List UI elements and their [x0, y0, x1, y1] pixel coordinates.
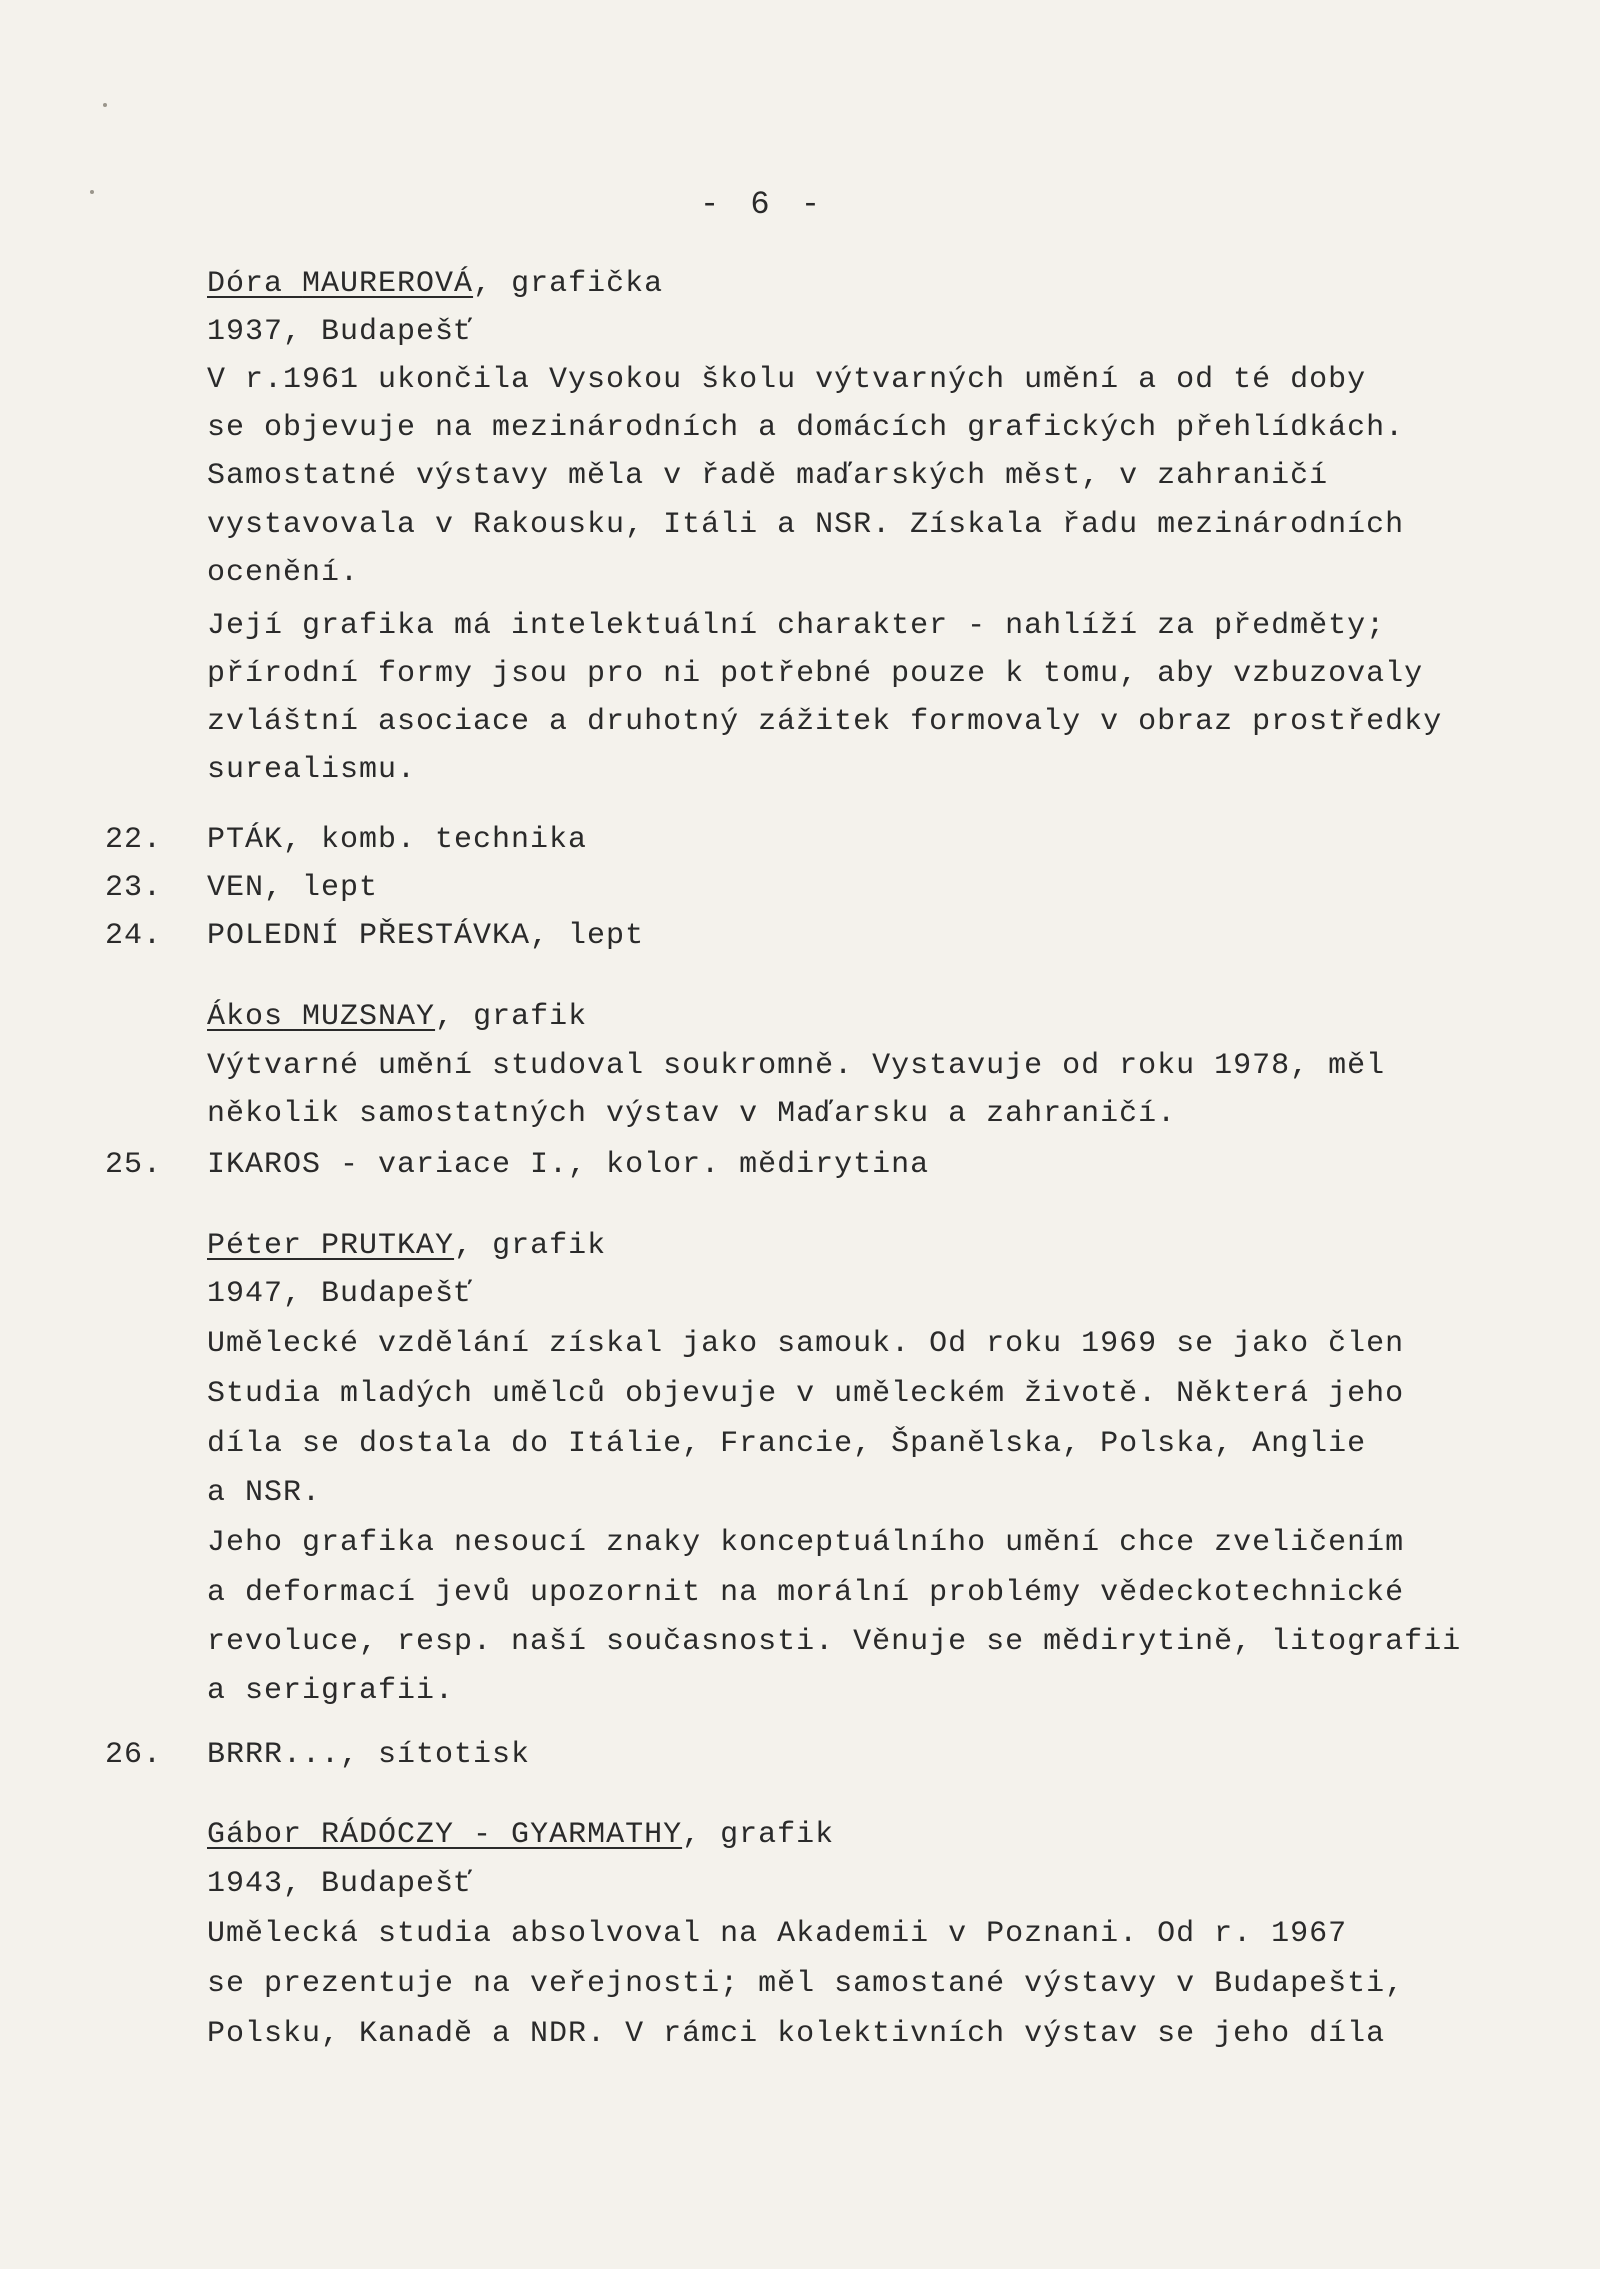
bio-line: přírodní formy jsou pro ni potřebné pouze k tomu, aby vzbuzovaly: [207, 657, 1424, 691]
artist-heading: [207, 262, 663, 306]
artist-last-name: PRUTKAY: [321, 1229, 455, 1263]
artist-birth: 1943, Budapešť: [207, 1867, 474, 1901]
bio-line: revoluce, resp. naší současnosti. Věnuje se mědirytině, litografii: [207, 1625, 1462, 1659]
page-number: - 6 -: [700, 186, 827, 223]
work-title: BRRR..., sítotisk: [207, 1738, 531, 1772]
artist-name: [207, 1229, 454, 1263]
artist-last-name: MAUREROVÁ: [302, 267, 474, 301]
bio-line: a deformací jevů upozornit na morální problémy vědeckotechnické: [207, 1576, 1405, 1610]
work-title: PTÁK, komb. technika: [207, 823, 588, 857]
bio-line: několik samostatných výstav v Maďarsku a zahraničí.: [207, 1097, 1177, 1131]
bio-line: surealismu.: [207, 753, 417, 787]
work-number: 26.: [105, 1738, 163, 1772]
artist-first-name: Dóra: [207, 267, 284, 301]
artist-name: [207, 1818, 682, 1852]
bio-line: a serigrafii.: [207, 1674, 455, 1708]
bio-line: Umělecká studia absolvoval na Akademii v Poznani. Od r. 1967: [207, 1917, 1348, 1951]
bio-line: Jeho grafika nesoucí znaky konceptuálního umění chce zveličením: [207, 1526, 1405, 1560]
artist-role: , grafik: [435, 1000, 588, 1034]
bio-line: V r.1961 ukončila Vysokou školu výtvarných umění a od té doby: [207, 363, 1367, 397]
bio-line: Samostatné výstavy měla v řadě maďarských měst, v zahraničí: [207, 459, 1329, 493]
bio-line: díla se dostala do Itálie, Francie, Španělska, Polska, Anglie: [207, 1427, 1367, 1461]
artist-role: , grafička: [473, 267, 664, 301]
bio-line: Její grafika má intelektuální charakter - nahlíží za předměty;: [207, 609, 1386, 643]
artist-heading: [207, 995, 587, 1039]
artist-birth: 1947, Budapešť: [207, 1277, 474, 1311]
artist-last-name: MUZSNAY: [302, 1000, 436, 1034]
work-title: VEN, lept: [207, 871, 379, 905]
artist-role: , grafik: [682, 1818, 835, 1852]
artist-first-name: Péter: [207, 1229, 303, 1263]
paper-speck: [103, 103, 107, 107]
artist-last-name: RÁDÓCZY - GYARMATHY: [321, 1818, 683, 1852]
bio-line: ocenění.: [207, 556, 360, 590]
artist-heading: [207, 1813, 834, 1857]
artist-role: , grafik: [454, 1229, 607, 1263]
work-title: IKAROS - variace I., kolor. mědirytina: [207, 1148, 930, 1182]
bio-line: Umělecké vzdělání získal jako samouk. Od roku 1969 se jako člen: [207, 1327, 1405, 1361]
bio-line: vystavovala v Rakousku, Itáli a NSR. Získala řadu mezinárodních: [207, 508, 1405, 542]
bio-line: se prezentuje na veřejnosti; měl samostané výstavy v Budapešti,: [207, 1967, 1405, 2001]
work-number: 25.: [105, 1148, 163, 1182]
artist-first-name: Ákos: [207, 1000, 284, 1034]
bio-line: se objevuje na mezinárodních a domácích grafických přehlídkách.: [207, 411, 1405, 445]
bio-line: Studia mladých umělců objevuje v uměleckém životě. Některá jeho: [207, 1377, 1405, 1411]
artist-birth: 1937, Budapešť: [207, 315, 474, 349]
work-number: 23.: [105, 871, 163, 905]
bio-line: zvláštní asociace a druhotný zážitek formovaly v obraz prostředky: [207, 705, 1443, 739]
work-number: 22.: [105, 823, 163, 857]
work-number: 24.: [105, 919, 163, 953]
bio-line: Polsku, Kanadě a NDR. V rámci kolektivních výstav se jeho díla: [207, 2017, 1386, 2051]
artist-name: [207, 267, 473, 301]
bio-line: Výtvarné umění studoval soukromně. Vystavuje od roku 1978, měl: [207, 1049, 1386, 1083]
work-title: POLEDNÍ PŘESTÁVKA, lept: [207, 919, 645, 953]
artist-heading: [207, 1224, 606, 1268]
paper-speck: [90, 190, 94, 194]
artist-name: [207, 1000, 435, 1034]
artist-first-name: Gábor: [207, 1818, 303, 1852]
bio-line: a NSR.: [207, 1476, 322, 1510]
